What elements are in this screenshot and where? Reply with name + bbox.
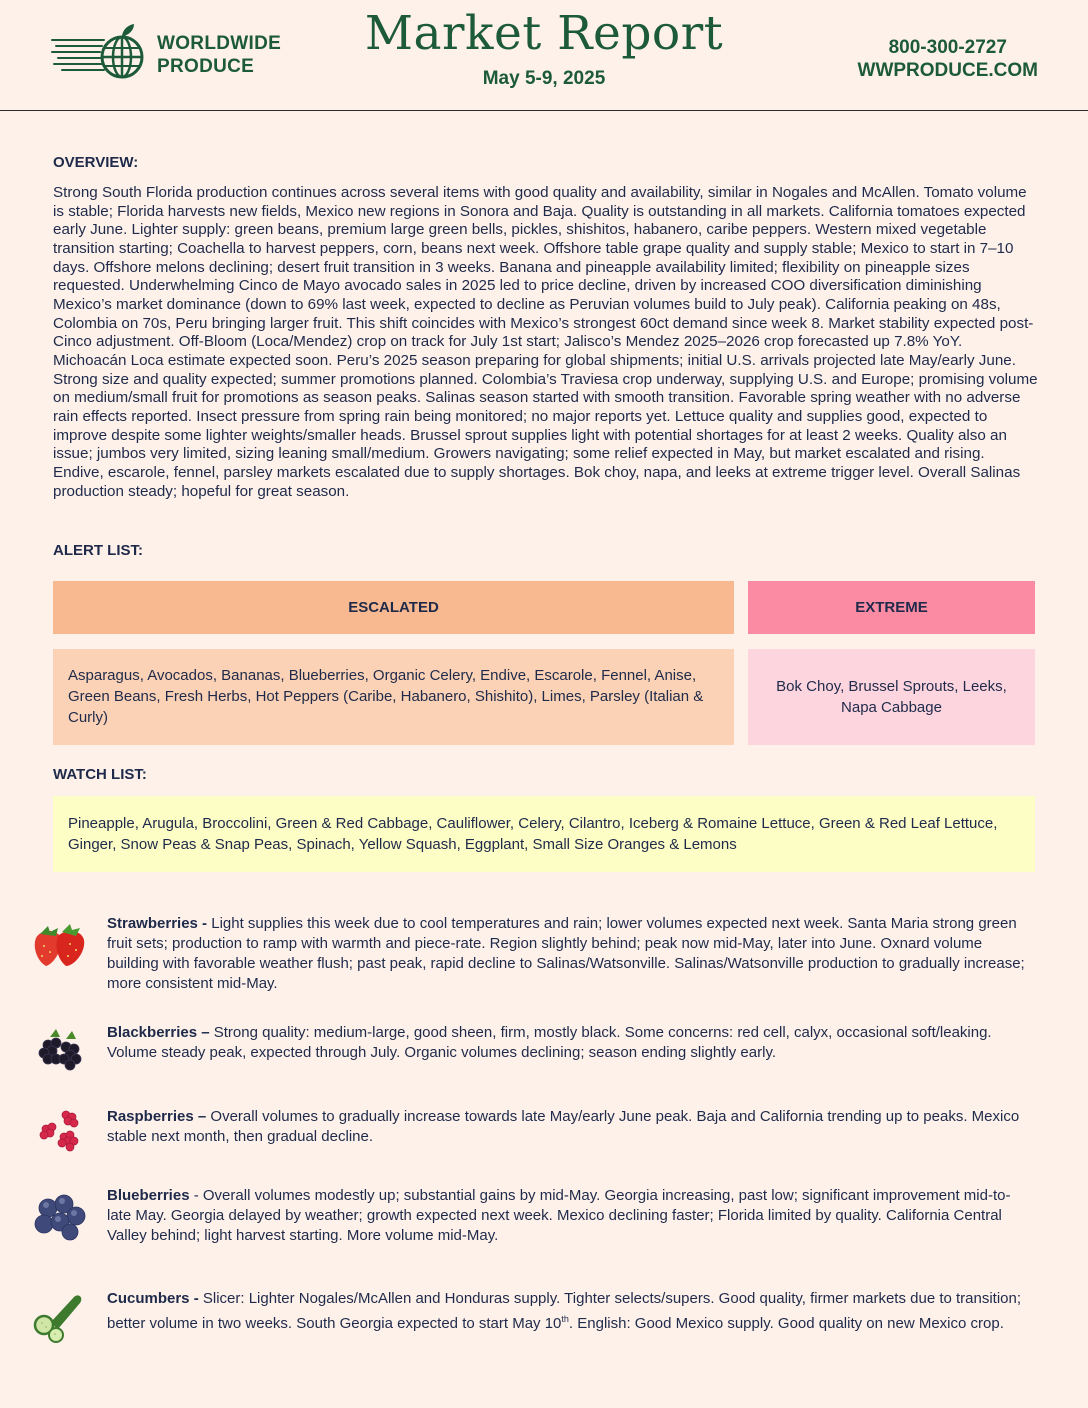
watch-list-items: Pineapple, Arugula, Broccolini, Green & Red Cabbage, Cauliflower, Celery, Cilantro, Iceberg & Romaine Lettuce, Green & Red Leaf Lettuce, Ginger, Snow Peas & Snap Peas, Spinach, Yellow Squash, Eggplant, Small Size Oranges & Lemons <box>53 796 1035 872</box>
produce-text <box>107 1107 1032 1147</box>
produce-text <box>107 914 1032 994</box>
produce-description: Strong quality: medium-large, good sheen, firm, mostly black. Some concerns: red cell, calyx, occasional soft/leaking. Volume steady peak, expected through July. Organic volumes declining; season ending slightly early. <box>107 1024 992 1061</box>
produce-description: Overall volumes modestly up; substantial gains by mid-May. Georgia increasing, past low; significant improvement mid-to-late May. Georgia delayed by weather; growth expected next week. Mexico declining faster; Florida limited by quality. California Central Valley behind; light harvest starting. More volume mid-May. <box>107 1187 1011 1244</box>
produce-name: Blueberries <box>107 1187 190 1204</box>
strawberry-icon <box>30 916 88 974</box>
extreme-items-text: Bok Choy, Brussel Sprouts, Leeks, Napa Cabbage <box>776 678 1007 716</box>
blackberry-icon <box>30 1019 88 1077</box>
overview-text: Strong South Florida production continues across several items with good quality and availability, similar in Nogales and McAllen. Tomato volume is stable; Florida harvests new fields, Mexico new regions in Sonora and Baja. Quality is outstanding in all markets. California tomatoes expected early June. Lighter supply: green beans, premium large green bells, pickles, shishitos, habanero, caribe peppers. Western mixed vegetable transition starting; Coachella to harvest peppers, corn, beans next week. Offshore table grape quality and supply stable; Mexico to start in 7–10 days. Offshore melons declining; desert fruit transition in 3 weeks. Banana and pineapple availability limited; flexibility on pineapple sizes requested. Underwhelming Cinco de Mayo avocado sales in 2025 led to price decline, driven by increased COO diversification diminishing Mexico’s market dominance (down to 69% last week, expected to decline as Peruvian volumes build to July peak). California peaking on 48s, Colombia on 70s, Peru bringing larger fruit. This shift coincides with Mexico’s strongest 60ct demand since week 8. Market stability expected post-Cinco adjustment. Off-Bloom (Loca/Mendez) crop on track for July 1st start; Jalisco’s Mendez 2025–2026 crop forecasted up 7.8% YoY. Michoacán Loca estimate expected soon. Peru’s 2025 season preparing for global shipments; initial U.S. arrivals projected late May/early June. Strong size and quality expected; summer promotions planned. Colombia’s Traviesa crop underway, supplying U.S. and Europe; promising volume on medium/small fruit for promotions as season peaks. Salinas season started with smooth transition. Favorable spring weather with no adverse rain effects reported. Insect pressure from spring rain being monitored; no major reports yet. Lettuce quality and supplies good, expected to improve despite some lighter weights/smaller heads. Brussel sprout supplies light with potential shortages for at least 2 weeks. Quality also an issue; jumbos very limited, sizing leaning small/medium. Growers navigating; some relief expected in May, but market escalated and rising. Endive, escarole, fennel, parsley markets escalated due to supply shortages. Bok choy, napa, and leeks at extreme trigger level. Overall Salinas production steady; hopeful for great season. <box>53 184 1038 500</box>
produce-description: Overall volumes to gradually increase towards late May/early June peak. Baja and California trending up to peaks. Mexico stable next month, then gradual decline. <box>107 1108 1020 1145</box>
blueberry-icon <box>30 1186 88 1244</box>
produce-separator: - <box>189 1187 203 1204</box>
cucumber-icon <box>30 1285 88 1343</box>
produce-text <box>107 1023 1032 1063</box>
escalated-header: ESCALATED <box>53 581 734 634</box>
produce-description-part-2: . English: Good Mexico supply. Good quality on new Mexico crop. <box>568 1315 1004 1332</box>
report-date: May 5-9, 2025 <box>482 68 606 89</box>
brand-line-2: PRODUCE <box>157 56 255 77</box>
website: WWPRODUCE.COM <box>857 60 1038 81</box>
extreme-header: EXTREME <box>748 581 1035 634</box>
page-title: Market Report <box>364 6 724 61</box>
phone-number: 800-300-2727 <box>888 37 1007 58</box>
report-header <box>0 0 1088 111</box>
produce-text <box>107 1186 1032 1246</box>
brand-line-1: WORLDWIDE <box>157 33 282 54</box>
produce-separator: - <box>189 1290 203 1307</box>
watch-list-heading: WATCH LIST: <box>53 766 147 783</box>
produce-name: Cucumbers <box>107 1290 190 1307</box>
produce-separator: – <box>193 1108 211 1125</box>
produce-separator: – <box>197 1024 214 1041</box>
ordinal-suffix: th <box>561 1314 569 1324</box>
produce-name: Strawberries <box>107 915 198 932</box>
extreme-items <box>748 649 1035 745</box>
overview-heading: OVERVIEW: <box>53 154 139 171</box>
raspberry-icon <box>30 1101 88 1159</box>
escalated-items: Asparagus, Avocados, Bananas, Blueberries, Organic Celery, Endive, Escarole, Fennel, Anise, Green Beans, Fresh Herbs, Hot Peppers (Caribe, Habanero, Shishito), Limes, Parsley (Italian & Curly) <box>53 649 734 745</box>
produce-separator: - <box>197 915 212 932</box>
contact-info <box>858 36 1038 82</box>
produce-name: Blackberries <box>107 1024 198 1041</box>
alert-list-heading: ALERT LIST: <box>53 542 143 559</box>
produce-text <box>107 1289 1032 1334</box>
produce-name: Raspberries <box>107 1108 194 1125</box>
produce-description-part-1: Slicer: Lighter Nogales/McAllen and Honduras supply. Tighter selects/supers. Good quality, firmer markets due to transition; better volume in two weeks. South Georgia expected to start May 10 <box>107 1290 1022 1332</box>
produce-description: Light supplies this week due to cool temperatures and rain; lower volumes expected next week. Santa Maria strong green fruit sets; production to ramp with warmth and piece-rate. Region slightly behind; peak now mid-May, later into June. Oxnard volume building with favorable weather flush; past peak, rapid decline to Salinas/Watsonville. Salinas/Watsonville production to gradually increase; more consistent mid-May. <box>107 915 1025 992</box>
